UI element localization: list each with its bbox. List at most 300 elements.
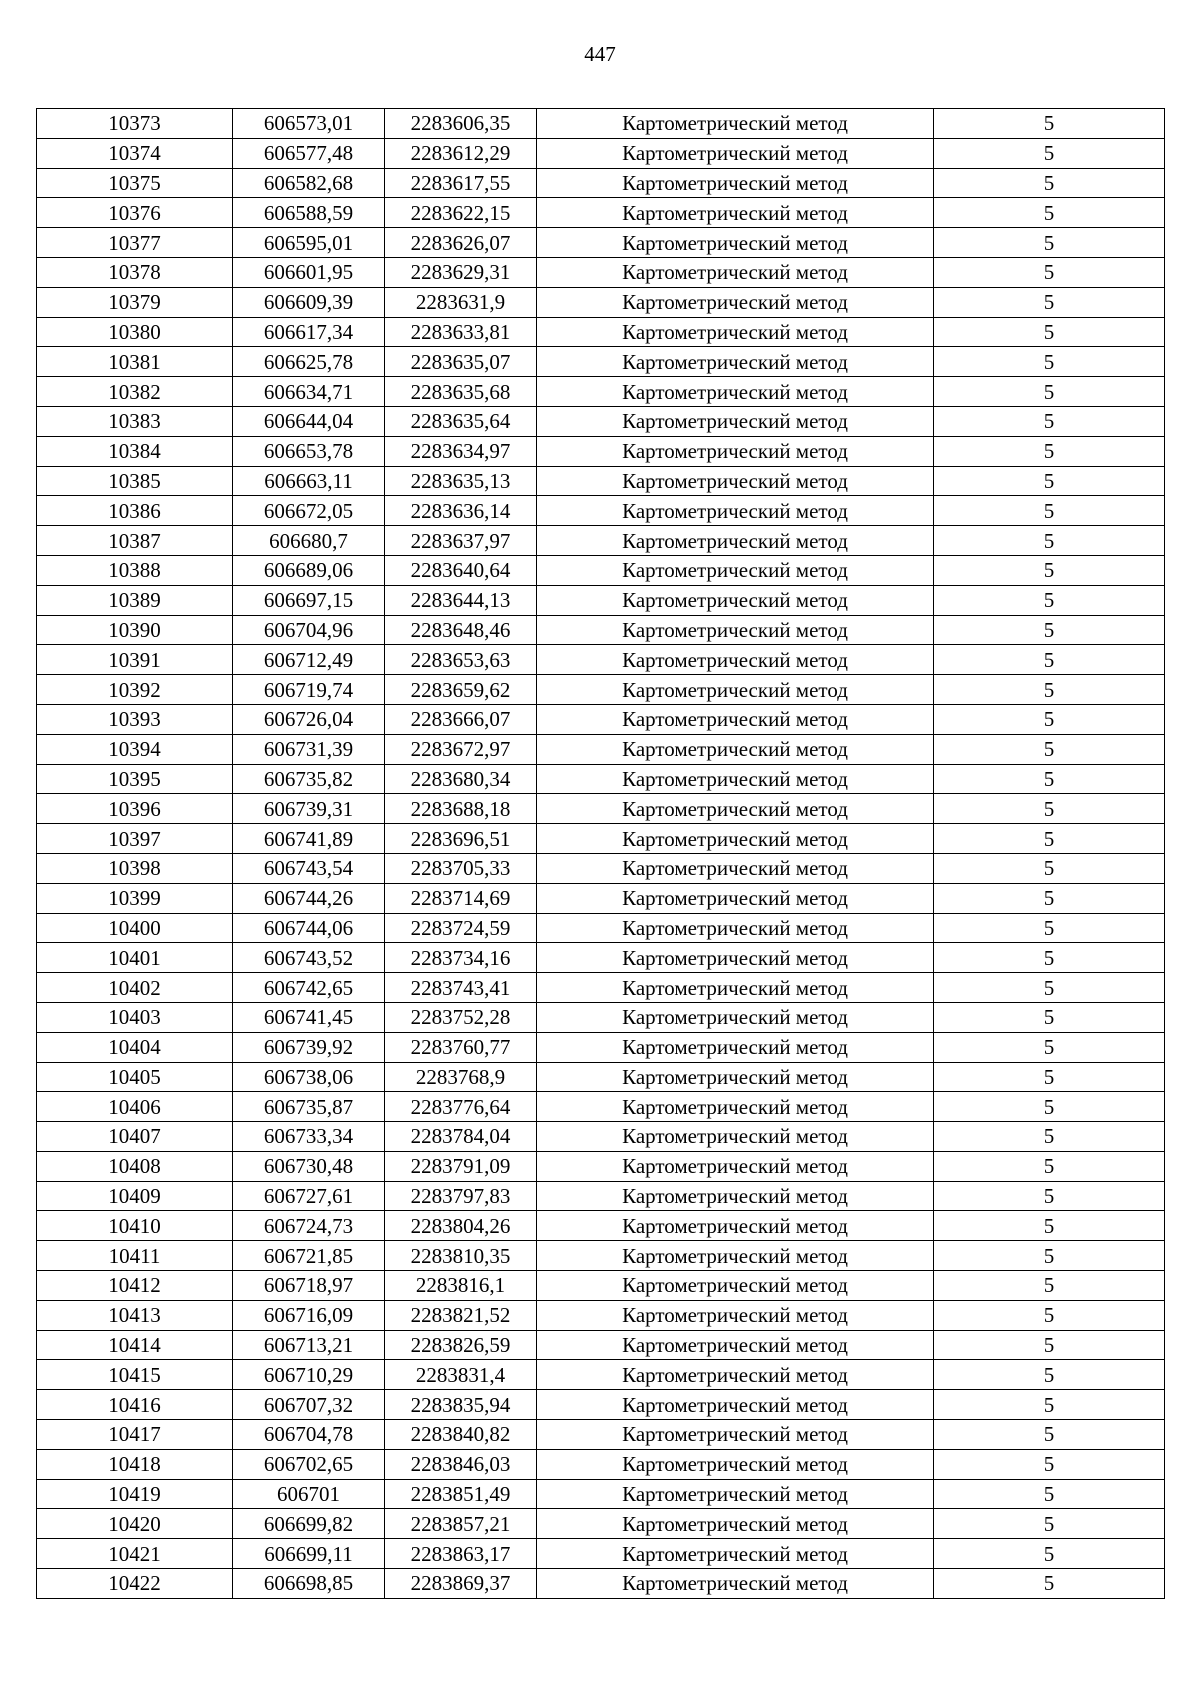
accuracy-cell: 5 <box>934 466 1165 496</box>
x-coordinate-cell: 606699,11 <box>233 1539 385 1569</box>
method-cell: Картометрический метод <box>537 913 934 943</box>
table-row <box>37 1002 1165 1032</box>
point-number-cell: 10392 <box>37 675 233 705</box>
table-row <box>37 973 1165 1003</box>
y-coordinate-cell: 2283743,41 <box>385 973 537 1003</box>
y-coordinate-cell: 2283826,59 <box>385 1330 537 1360</box>
method-cell: Картометрический метод <box>537 1092 934 1122</box>
accuracy-cell: 5 <box>934 1181 1165 1211</box>
method-cell: Картометрический метод <box>537 645 934 675</box>
accuracy-cell: 5 <box>934 675 1165 705</box>
accuracy-cell: 5 <box>934 1002 1165 1032</box>
x-coordinate-cell: 606704,96 <box>233 615 385 645</box>
point-number-cell: 10388 <box>37 555 233 585</box>
y-coordinate-cell: 2283791,09 <box>385 1151 537 1181</box>
accuracy-cell: 5 <box>934 1360 1165 1390</box>
x-coordinate-cell: 606744,06 <box>233 913 385 943</box>
point-number-cell: 10416 <box>37 1390 233 1420</box>
method-cell: Картометрический метод <box>537 853 934 883</box>
table-row <box>37 109 1165 139</box>
table-row <box>37 287 1165 317</box>
y-coordinate-cell: 2283696,51 <box>385 824 537 854</box>
x-coordinate-cell: 606735,82 <box>233 764 385 794</box>
method-cell: Картометрический метод <box>537 794 934 824</box>
method-cell: Картометрический метод <box>537 496 934 526</box>
method-cell: Картометрический метод <box>537 585 934 615</box>
x-coordinate-cell: 606730,48 <box>233 1151 385 1181</box>
table-row <box>37 377 1165 407</box>
accuracy-cell: 5 <box>934 764 1165 794</box>
method-cell: Картометрический метод <box>537 1360 934 1390</box>
point-number-cell: 10379 <box>37 287 233 317</box>
point-number-cell: 10401 <box>37 943 233 973</box>
y-coordinate-cell: 2283810,35 <box>385 1241 537 1271</box>
table-row <box>37 794 1165 824</box>
method-cell: Картометрический метод <box>537 1300 934 1330</box>
x-coordinate-cell: 606727,61 <box>233 1181 385 1211</box>
y-coordinate-cell: 2283816,1 <box>385 1271 537 1301</box>
method-cell: Картометрический метод <box>537 287 934 317</box>
y-coordinate-cell: 2283637,97 <box>385 526 537 556</box>
method-cell: Картометрический метод <box>537 1181 934 1211</box>
table-row <box>37 1092 1165 1122</box>
x-coordinate-cell: 606644,04 <box>233 406 385 436</box>
x-coordinate-cell: 606672,05 <box>233 496 385 526</box>
point-number-cell: 10378 <box>37 257 233 287</box>
y-coordinate-cell: 2283653,63 <box>385 645 537 675</box>
table-row <box>37 317 1165 347</box>
table-row <box>37 883 1165 913</box>
method-cell: Картометрический метод <box>537 1241 934 1271</box>
method-cell: Картометрический метод <box>537 138 934 168</box>
y-coordinate-cell: 2283851,49 <box>385 1479 537 1509</box>
method-cell: Картометрический метод <box>537 1151 934 1181</box>
y-coordinate-cell: 2283659,62 <box>385 675 537 705</box>
y-coordinate-cell: 2283635,07 <box>385 347 537 377</box>
point-number-cell: 10380 <box>37 317 233 347</box>
x-coordinate-cell: 606716,09 <box>233 1300 385 1330</box>
point-number-cell: 10395 <box>37 764 233 794</box>
accuracy-cell: 5 <box>934 1330 1165 1360</box>
x-coordinate-cell: 606689,06 <box>233 555 385 585</box>
point-number-cell: 10413 <box>37 1300 233 1330</box>
y-coordinate-cell: 2283768,9 <box>385 1062 537 1092</box>
accuracy-cell: 5 <box>934 794 1165 824</box>
accuracy-cell: 5 <box>934 1241 1165 1271</box>
point-number-cell: 10418 <box>37 1449 233 1479</box>
point-number-cell: 10389 <box>37 585 233 615</box>
x-coordinate-cell: 606704,78 <box>233 1420 385 1450</box>
table-row <box>37 943 1165 973</box>
x-coordinate-cell: 606735,87 <box>233 1092 385 1122</box>
method-cell: Картометрический метод <box>537 824 934 854</box>
point-number-cell: 10412 <box>37 1271 233 1301</box>
table-row <box>37 168 1165 198</box>
point-number-cell: 10408 <box>37 1151 233 1181</box>
x-coordinate-cell: 606601,95 <box>233 257 385 287</box>
accuracy-cell: 5 <box>934 1211 1165 1241</box>
accuracy-cell: 5 <box>934 585 1165 615</box>
point-number-cell: 10403 <box>37 1002 233 1032</box>
table-row <box>37 198 1165 228</box>
y-coordinate-cell: 2283784,04 <box>385 1122 537 1152</box>
table-row <box>37 228 1165 258</box>
point-number-cell: 10390 <box>37 615 233 645</box>
table-row <box>37 1122 1165 1152</box>
accuracy-cell: 5 <box>934 1092 1165 1122</box>
table-row <box>37 764 1165 794</box>
x-coordinate-cell: 606721,85 <box>233 1241 385 1271</box>
accuracy-cell: 5 <box>934 913 1165 943</box>
table-row <box>37 824 1165 854</box>
table-row <box>37 466 1165 496</box>
y-coordinate-cell: 2283648,46 <box>385 615 537 645</box>
method-cell: Картометрический метод <box>537 1509 934 1539</box>
point-number-cell: 10397 <box>37 824 233 854</box>
method-cell: Картометрический метод <box>537 1390 934 1420</box>
y-coordinate-cell: 2283629,31 <box>385 257 537 287</box>
x-coordinate-cell: 606726,04 <box>233 704 385 734</box>
method-cell: Картометрический метод <box>537 1539 934 1569</box>
table-row <box>37 1300 1165 1330</box>
x-coordinate-cell: 606699,82 <box>233 1509 385 1539</box>
y-coordinate-cell: 2283797,83 <box>385 1181 537 1211</box>
point-number-cell: 10396 <box>37 794 233 824</box>
table-row <box>37 1569 1165 1599</box>
table-row <box>37 734 1165 764</box>
point-number-cell: 10405 <box>37 1062 233 1092</box>
accuracy-cell: 5 <box>934 1420 1165 1450</box>
x-coordinate-cell: 606743,52 <box>233 943 385 973</box>
table-row <box>37 675 1165 705</box>
point-number-cell: 10404 <box>37 1032 233 1062</box>
point-number-cell: 10399 <box>37 883 233 913</box>
method-cell: Картометрический метод <box>537 973 934 1003</box>
point-number-cell: 10387 <box>37 526 233 556</box>
y-coordinate-cell: 2283633,81 <box>385 317 537 347</box>
y-coordinate-cell: 2283869,37 <box>385 1569 537 1599</box>
method-cell: Картометрический метод <box>537 615 934 645</box>
point-number-cell: 10410 <box>37 1211 233 1241</box>
accuracy-cell: 5 <box>934 377 1165 407</box>
accuracy-cell: 5 <box>934 824 1165 854</box>
table-row <box>37 1509 1165 1539</box>
method-cell: Картометрический метод <box>537 168 934 198</box>
x-coordinate-cell: 606733,34 <box>233 1122 385 1152</box>
point-number-cell: 10400 <box>37 913 233 943</box>
table-row <box>37 257 1165 287</box>
accuracy-cell: 5 <box>934 257 1165 287</box>
x-coordinate-cell: 606609,39 <box>233 287 385 317</box>
accuracy-cell: 5 <box>934 1569 1165 1599</box>
y-coordinate-cell: 2283622,15 <box>385 198 537 228</box>
y-coordinate-cell: 2283644,13 <box>385 585 537 615</box>
y-coordinate-cell: 2283846,03 <box>385 1449 537 1479</box>
accuracy-cell: 5 <box>934 1151 1165 1181</box>
table-row <box>37 645 1165 675</box>
x-coordinate-cell: 606697,15 <box>233 585 385 615</box>
accuracy-cell: 5 <box>934 1271 1165 1301</box>
y-coordinate-cell: 2283835,94 <box>385 1390 537 1420</box>
method-cell: Картометрический метод <box>537 1062 934 1092</box>
method-cell: Картометрический метод <box>537 555 934 585</box>
method-cell: Картометрический метод <box>537 377 934 407</box>
method-cell: Картометрический метод <box>537 526 934 556</box>
x-coordinate-cell: 606653,78 <box>233 436 385 466</box>
y-coordinate-cell: 2283617,55 <box>385 168 537 198</box>
accuracy-cell: 5 <box>934 1449 1165 1479</box>
table-row <box>37 1330 1165 1360</box>
method-cell: Картометрический метод <box>537 1032 934 1062</box>
x-coordinate-cell: 606744,26 <box>233 883 385 913</box>
method-cell: Картометрический метод <box>537 466 934 496</box>
x-coordinate-cell: 606741,89 <box>233 824 385 854</box>
point-number-cell: 10391 <box>37 645 233 675</box>
point-number-cell: 10422 <box>37 1569 233 1599</box>
accuracy-cell: 5 <box>934 1062 1165 1092</box>
x-coordinate-cell: 606739,31 <box>233 794 385 824</box>
y-coordinate-cell: 2283672,97 <box>385 734 537 764</box>
accuracy-cell: 5 <box>934 138 1165 168</box>
y-coordinate-cell: 2283606,35 <box>385 109 537 139</box>
accuracy-cell: 5 <box>934 109 1165 139</box>
accuracy-cell: 5 <box>934 883 1165 913</box>
y-coordinate-cell: 2283640,64 <box>385 555 537 585</box>
table-row <box>37 347 1165 377</box>
method-cell: Картометрический метод <box>537 198 934 228</box>
table-row <box>37 1539 1165 1569</box>
method-cell: Картометрический метод <box>537 109 934 139</box>
y-coordinate-cell: 2283635,64 <box>385 406 537 436</box>
accuracy-cell: 5 <box>934 1479 1165 1509</box>
table-row <box>37 526 1165 556</box>
method-cell: Картометрический метод <box>537 734 934 764</box>
y-coordinate-cell: 2283840,82 <box>385 1420 537 1450</box>
y-coordinate-cell: 2283752,28 <box>385 1002 537 1032</box>
accuracy-cell: 5 <box>934 168 1165 198</box>
x-coordinate-cell: 606588,59 <box>233 198 385 228</box>
table-row <box>37 1032 1165 1062</box>
accuracy-cell: 5 <box>934 198 1165 228</box>
point-number-cell: 10384 <box>37 436 233 466</box>
x-coordinate-cell: 606731,39 <box>233 734 385 764</box>
accuracy-cell: 5 <box>934 853 1165 883</box>
y-coordinate-cell: 2283636,14 <box>385 496 537 526</box>
point-number-cell: 10394 <box>37 734 233 764</box>
point-number-cell: 10411 <box>37 1241 233 1271</box>
method-cell: Картометрический метод <box>537 228 934 258</box>
table-row <box>37 704 1165 734</box>
y-coordinate-cell: 2283705,33 <box>385 853 537 883</box>
y-coordinate-cell: 2283626,07 <box>385 228 537 258</box>
method-cell: Картометрический метод <box>537 1479 934 1509</box>
x-coordinate-cell: 606741,45 <box>233 1002 385 1032</box>
y-coordinate-cell: 2283863,17 <box>385 1539 537 1569</box>
x-coordinate-cell: 606712,49 <box>233 645 385 675</box>
method-cell: Картометрический метод <box>537 1569 934 1599</box>
accuracy-cell: 5 <box>934 436 1165 466</box>
y-coordinate-cell: 2283804,26 <box>385 1211 537 1241</box>
y-coordinate-cell: 2283612,29 <box>385 138 537 168</box>
method-cell: Картометрический метод <box>537 1420 934 1450</box>
x-coordinate-cell: 606713,21 <box>233 1330 385 1360</box>
page-number: 447 <box>584 42 616 66</box>
method-cell: Картометрический метод <box>537 317 934 347</box>
accuracy-cell: 5 <box>934 1122 1165 1152</box>
x-coordinate-cell: 606739,92 <box>233 1032 385 1062</box>
table-row <box>37 555 1165 585</box>
point-number-cell: 10414 <box>37 1330 233 1360</box>
x-coordinate-cell: 606719,74 <box>233 675 385 705</box>
coordinates-table <box>36 108 1165 1599</box>
point-number-cell: 10407 <box>37 1122 233 1152</box>
table-row <box>37 1390 1165 1420</box>
point-number-cell: 10402 <box>37 973 233 1003</box>
point-number-cell: 10406 <box>37 1092 233 1122</box>
x-coordinate-cell: 606595,01 <box>233 228 385 258</box>
y-coordinate-cell: 2283776,64 <box>385 1092 537 1122</box>
table-row <box>37 1211 1165 1241</box>
x-coordinate-cell: 606634,71 <box>233 377 385 407</box>
accuracy-cell: 5 <box>934 1390 1165 1420</box>
y-coordinate-cell: 2283680,34 <box>385 764 537 794</box>
accuracy-cell: 5 <box>934 943 1165 973</box>
method-cell: Картометрический метод <box>537 257 934 287</box>
x-coordinate-cell: 606625,78 <box>233 347 385 377</box>
accuracy-cell: 5 <box>934 1539 1165 1569</box>
table-row <box>37 1181 1165 1211</box>
point-number-cell: 10421 <box>37 1539 233 1569</box>
accuracy-cell: 5 <box>934 287 1165 317</box>
table-row <box>37 913 1165 943</box>
y-coordinate-cell: 2283724,59 <box>385 913 537 943</box>
method-cell: Картометрический метод <box>537 436 934 466</box>
point-number-cell: 10376 <box>37 198 233 228</box>
table-row <box>37 1241 1165 1271</box>
point-number-cell: 10417 <box>37 1420 233 1450</box>
method-cell: Картометрический метод <box>537 883 934 913</box>
method-cell: Картометрический метод <box>537 1330 934 1360</box>
table-row <box>37 1062 1165 1092</box>
accuracy-cell: 5 <box>934 615 1165 645</box>
method-cell: Картометрический метод <box>537 943 934 973</box>
accuracy-cell: 5 <box>934 1032 1165 1062</box>
y-coordinate-cell: 2283857,21 <box>385 1509 537 1539</box>
method-cell: Картометрический метод <box>537 1449 934 1479</box>
point-number-cell: 10415 <box>37 1360 233 1390</box>
x-coordinate-cell: 606707,32 <box>233 1390 385 1420</box>
method-cell: Картометрический метод <box>537 675 934 705</box>
accuracy-cell: 5 <box>934 973 1165 1003</box>
point-number-cell: 10385 <box>37 466 233 496</box>
y-coordinate-cell: 2283734,16 <box>385 943 537 973</box>
point-number-cell: 10398 <box>37 853 233 883</box>
x-coordinate-cell: 606663,11 <box>233 466 385 496</box>
x-coordinate-cell: 606743,54 <box>233 853 385 883</box>
x-coordinate-cell: 606701 <box>233 1479 385 1509</box>
accuracy-cell: 5 <box>934 228 1165 258</box>
y-coordinate-cell: 2283831,4 <box>385 1360 537 1390</box>
method-cell: Картометрический метод <box>537 764 934 794</box>
x-coordinate-cell: 606680,7 <box>233 526 385 556</box>
point-number-cell: 10374 <box>37 138 233 168</box>
point-number-cell: 10420 <box>37 1509 233 1539</box>
table-row <box>37 496 1165 526</box>
method-cell: Картометрический метод <box>537 704 934 734</box>
y-coordinate-cell: 2283688,18 <box>385 794 537 824</box>
point-number-cell: 10386 <box>37 496 233 526</box>
x-coordinate-cell: 606710,29 <box>233 1360 385 1390</box>
accuracy-cell: 5 <box>934 734 1165 764</box>
accuracy-cell: 5 <box>934 526 1165 556</box>
y-coordinate-cell: 2283635,68 <box>385 377 537 407</box>
x-coordinate-cell: 606702,65 <box>233 1449 385 1479</box>
x-coordinate-cell: 606573,01 <box>233 109 385 139</box>
point-number-cell: 10381 <box>37 347 233 377</box>
table-row <box>37 1420 1165 1450</box>
coordinates-table-body <box>37 109 1165 1599</box>
method-cell: Картометрический метод <box>537 1122 934 1152</box>
point-number-cell: 10419 <box>37 1479 233 1509</box>
x-coordinate-cell: 606698,85 <box>233 1569 385 1599</box>
y-coordinate-cell: 2283666,07 <box>385 704 537 734</box>
method-cell: Картометрический метод <box>537 347 934 377</box>
accuracy-cell: 5 <box>934 1300 1165 1330</box>
accuracy-cell: 5 <box>934 317 1165 347</box>
x-coordinate-cell: 606738,06 <box>233 1062 385 1092</box>
accuracy-cell: 5 <box>934 1509 1165 1539</box>
y-coordinate-cell: 2283760,77 <box>385 1032 537 1062</box>
table-row <box>37 615 1165 645</box>
y-coordinate-cell: 2283821,52 <box>385 1300 537 1330</box>
accuracy-cell: 5 <box>934 406 1165 436</box>
method-cell: Картометрический метод <box>537 1211 934 1241</box>
table-row <box>37 436 1165 466</box>
point-number-cell: 10375 <box>37 168 233 198</box>
table-row <box>37 585 1165 615</box>
y-coordinate-cell: 2283714,69 <box>385 883 537 913</box>
point-number-cell: 10393 <box>37 704 233 734</box>
point-number-cell: 10373 <box>37 109 233 139</box>
table-row <box>37 138 1165 168</box>
table-row <box>37 853 1165 883</box>
point-number-cell: 10409 <box>37 1181 233 1211</box>
method-cell: Картометрический метод <box>537 1271 934 1301</box>
point-number-cell: 10377 <box>37 228 233 258</box>
table-row <box>37 406 1165 436</box>
x-coordinate-cell: 606718,97 <box>233 1271 385 1301</box>
accuracy-cell: 5 <box>934 704 1165 734</box>
method-cell: Картометрический метод <box>537 406 934 436</box>
x-coordinate-cell: 606742,65 <box>233 973 385 1003</box>
x-coordinate-cell: 606577,48 <box>233 138 385 168</box>
table-row <box>37 1360 1165 1390</box>
x-coordinate-cell: 606582,68 <box>233 168 385 198</box>
table-row <box>37 1479 1165 1509</box>
accuracy-cell: 5 <box>934 496 1165 526</box>
table-row <box>37 1151 1165 1181</box>
point-number-cell: 10383 <box>37 406 233 436</box>
table-row <box>37 1449 1165 1479</box>
x-coordinate-cell: 606617,34 <box>233 317 385 347</box>
table-row <box>37 1271 1165 1301</box>
accuracy-cell: 5 <box>934 645 1165 675</box>
accuracy-cell: 5 <box>934 347 1165 377</box>
x-coordinate-cell: 606724,73 <box>233 1211 385 1241</box>
y-coordinate-cell: 2283634,97 <box>385 436 537 466</box>
point-number-cell: 10382 <box>37 377 233 407</box>
accuracy-cell: 5 <box>934 555 1165 585</box>
